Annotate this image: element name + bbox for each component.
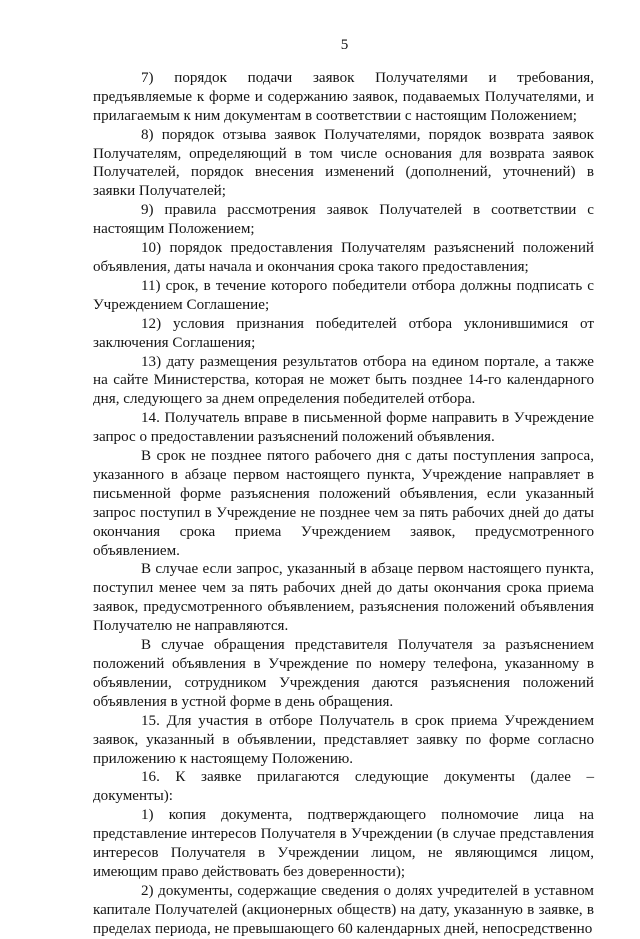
paragraph-clause-16-item-1: 1) копия документа, подтверждающего полномочие лица на представление интересов Получателя в Учреждении (в случае представления интересов Получателя в Учреждении лицом, не являющимся лицом, имеющим право действовать без доверенности);: [93, 807, 594, 880]
paragraph-item-9: 9) правила рассмотрения заявок Получателей в соответствии с настоящим Положением;: [93, 202, 594, 238]
paragraph-item-10: 10) порядок предоставления Получателям разъяснений положений объявления, даты начала и окончания срока такого предоставления;: [93, 240, 594, 275]
paragraph-clause-16: 16. К заявке прилагаются следующие документы (далее – документы):: [93, 769, 594, 805]
paragraph-clause-14-deadline: В срок не позднее пятого рабочего дня с даты поступления запроса, указанного в абзаце первом настоящего пункта, Учреждение направляет в письменной форме разъяснения положений объявления, если указанный запрос поступил в Учреждение не позднее чем за пять рабочих дней до даты окончания срока приема Учреждением заявок, предусмотренного объявлением.: [93, 448, 594, 559]
paragraph-clause-15: 15. Для участия в отборе Получатель в срок приема Учреждением заявок, указанный в объявлении, представляет заявку по форме согласно приложению к настоящему Положению.: [93, 712, 594, 767]
paragraph-item-12: 12) условия признания победителей отбора уклонившимися от заключения Соглашения;: [93, 315, 594, 351]
paragraph-item-13: 13) дату размещения результатов отбора на едином портале, а также на сайте Министерства, которая не может быть позднее 14-го календарного дня, следующего за днем определения победителей отбора.: [93, 353, 594, 408]
page-number: 5: [340, 37, 349, 53]
paragraph-clause-14-late-request: В случае если запрос, указанный в абзаце первом настоящего пункта, поступил менее чем за пять рабочих дней до даты окончания срока приема заявок, предусмотренного объявлением, разъяснения положений объявления Получателю не направляются.: [93, 561, 594, 635]
paragraph-item-8: 8) порядок отзыва заявок Получателями, порядок возврата заявок Получателям, определяющий в том числе основания для возврата заявок Получателей, порядок внесения изменений (дополнений, уточнений) в заявки Получателей;: [93, 126, 594, 200]
paragraph-item-11: 11) срок, в течение которого победители отбора должны подписать с Учреждением Соглашение;: [93, 277, 594, 313]
paragraph-item-7: 7) порядок подачи заявок Получателями и требования, предъявляемые к форме и содержанию заявок, подаваемых Получателями, и прилагаемым к ним документам в соответствии с настоящим Положением;: [93, 69, 594, 124]
paragraph-clause-14-phone: В случае обращения представителя Получателя за разъяснением положений объявления в Учреждение по номеру телефона, указанному в объявлении, сотрудником Учреждения даются разъяснения положений объявления в устной форме в день обращения.: [93, 637, 594, 710]
paragraph-clause-16-item-2: 2) документы, содержащие сведения о долях учредителей в уставном капитале Получателей (акционерных обществ) на дату, указанную в заявке, в пределах периода, не превышающего 60 календарных дней, непосредственно: [93, 882, 594, 937]
paragraph-clause-14: 14. Получатель вправе в письменной форме направить в Учреждение запрос о предоставлении разъяснений положений объявления.: [93, 410, 594, 446]
document-body: [93, 69, 594, 939]
